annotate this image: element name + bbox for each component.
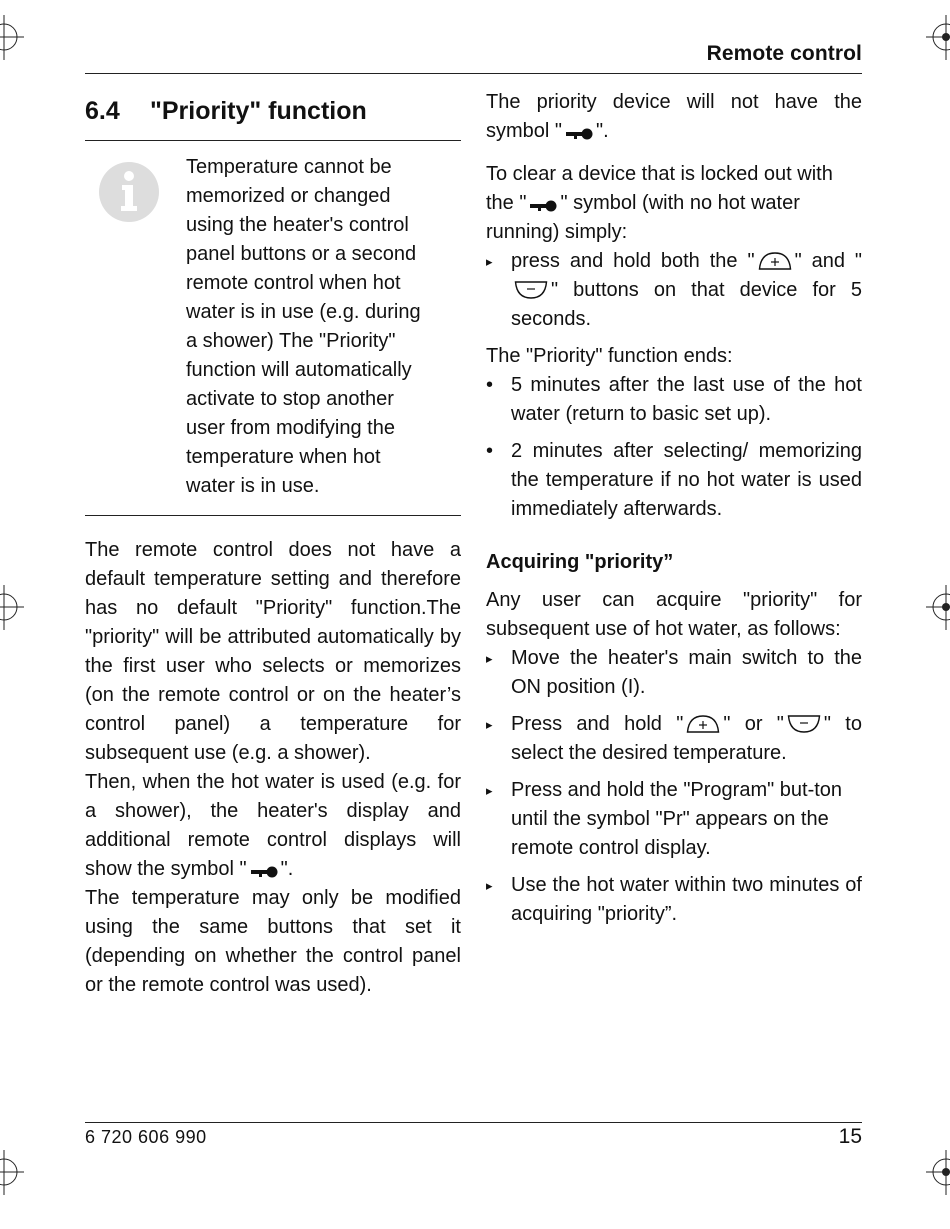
crop-mark-icon	[922, 585, 950, 630]
arrow-icon: ▸	[486, 878, 493, 893]
info-note-text: Temperature cannot be memorized or changed using the heater's control panel buttons or a second remote control when hot water is in use (e.g. during a shower) The "Priority" function will automatically activate to stop another user from modifying the temperature when hot water is in use.	[186, 156, 421, 497]
list-item: ▸ Move the heater's main switch to the ON position (I).	[486, 644, 862, 702]
list-item: ▸ Press and hold " " or " " to select the desired temperature.	[486, 710, 862, 768]
crop-mark-icon	[0, 15, 30, 60]
paragraph: The temperature may only be modified using the same buttons that set it (depending on whether the control panel or the remote control was used).	[85, 887, 461, 996]
list-item: • 2 minutes after selecting/ memorizing the temperature if no hot water is used immediately afterwards.	[486, 437, 862, 524]
minus-button-icon	[787, 714, 821, 734]
list-item: • 5 minutes after the last use of the hot water (return to basic set up).	[486, 371, 862, 429]
info-note	[85, 141, 461, 515]
running-header: Remote control	[706, 42, 862, 65]
crop-mark-icon	[922, 15, 950, 60]
list-item: ▸ Use the hot water within two minutes of acquiring "priority”.	[486, 871, 862, 929]
arrow-icon: ▸	[486, 783, 493, 798]
plus-button-icon	[758, 251, 792, 271]
paragraph: The priority device will not have the symbol " ".	[486, 91, 862, 142]
bullet-list	[486, 371, 862, 524]
list-item: ▸ press and hold both the " " and "" buttons on that device for 5 seconds.	[486, 247, 862, 334]
minus-button-icon	[514, 280, 548, 300]
step-list	[486, 247, 862, 334]
info-bottom-rule	[85, 515, 461, 516]
footer-rule	[85, 1122, 862, 1123]
paragraph: The remote control does not have a default temperature setting and therefore has no default "Priority" function.The "priority" will be attributed automatically by the first user who selects or memorizes (on the remote control or on the heater’s control panel) a temperature for subsequent use (e.g. a shower).	[85, 539, 461, 764]
right-column	[486, 88, 862, 929]
bullet-icon: •	[486, 374, 494, 396]
list-item: ▸ Press and hold the "Program" but-ton until the symbol "Pr" appears on the remote control display.	[486, 776, 862, 863]
crop-mark-icon	[0, 1150, 30, 1195]
bullet-icon: •	[486, 440, 494, 462]
left-column	[85, 88, 461, 1000]
header-rule	[85, 73, 862, 74]
key-icon	[250, 865, 278, 879]
section-number: 6.4	[85, 97, 120, 125]
key-icon	[529, 199, 557, 213]
arrow-icon: ▸	[486, 651, 493, 666]
crop-mark-icon	[922, 1150, 950, 1195]
step-list	[486, 644, 862, 929]
arrow-icon: ▸	[486, 717, 493, 732]
info-icon	[98, 161, 160, 223]
section-heading	[85, 92, 461, 130]
arrow-icon: ▸	[486, 254, 493, 269]
document-number: 6 720 606 990	[85, 1127, 207, 1147]
crop-mark-icon	[0, 585, 30, 630]
page-number: 15	[838, 1125, 862, 1148]
subheading: Acquiring "priority”	[486, 551, 674, 573]
section-title: "Priority" function	[150, 97, 367, 125]
plus-button-icon	[686, 714, 720, 734]
paragraph: To clear a device that is locked out with the " " symbol (with no hot water running) simply:	[486, 163, 833, 243]
paragraph: Any user can acquire "priority" for subsequent use of hot water, as follows:	[486, 589, 862, 640]
key-icon	[565, 127, 593, 141]
paragraph: The "Priority" function ends:	[486, 345, 733, 367]
paragraph: Then, when the hot water is used (e.g. for a shower), the heater's display and additional remote control displays will show the symbol " ".	[85, 771, 461, 880]
